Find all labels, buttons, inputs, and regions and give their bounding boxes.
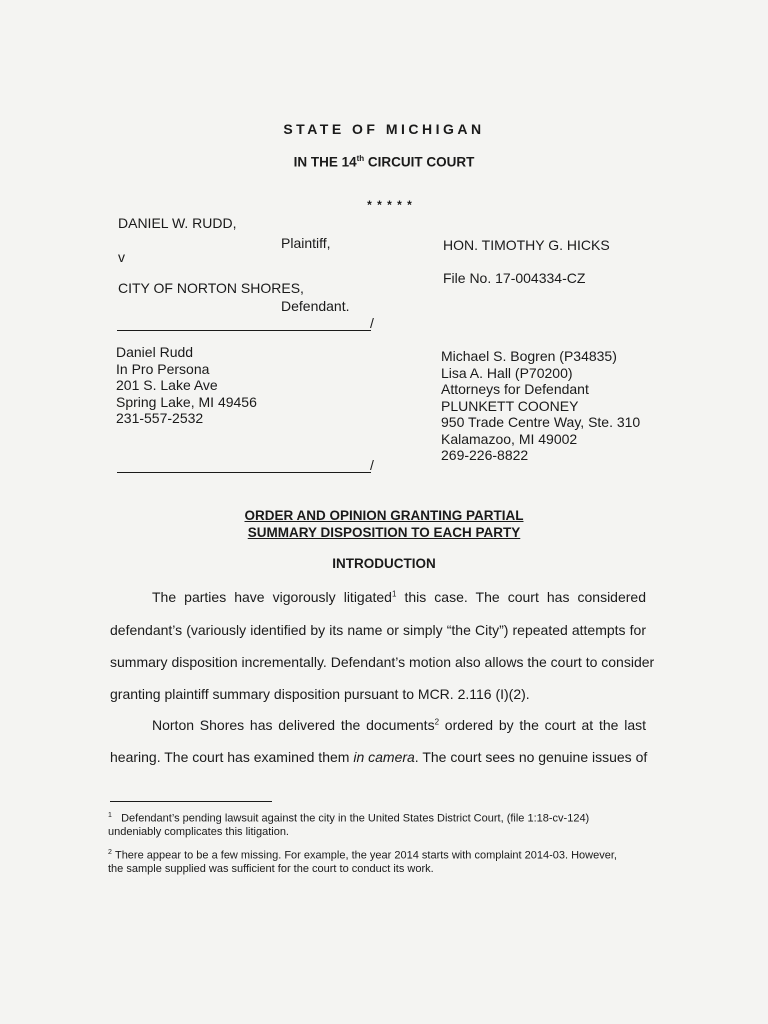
body-line: summary disposition incrementally. Defendant’s motion also allows the court to consider	[110, 654, 655, 670]
file-number: File No. 17-004334-CZ	[443, 270, 586, 286]
body-line: The parties have vigorously litigated$^1$ this case. The court has considered	[152, 589, 646, 605]
defendant-attorney-block: Michael S. Bogren (P34835) Lisa A. Hall (P70200) Attorneys for Defendant PLUNKETT COONEY 950 Trade Centre Way, Ste. 310 Kalamazoo, MI 49002 269-226-8822	[441, 348, 641, 463]
footnote-1: $^1$ Defendant’s pending lawsuit against the city in the United States District Court, (file 1:18-cv-124) undeniably complicates this litigation.	[108, 812, 590, 838]
body-line: Norton Shores has delivered the documents$^2$ ordered by the court at the last	[152, 717, 646, 733]
body-line: defendant’s (variously identified by its name or simply “the City”) repeated attempts for	[110, 622, 646, 638]
caption-slash-1: /	[370, 315, 374, 331]
separator-stars: * * * * *	[367, 198, 413, 212]
defendant-role: Defendant.	[281, 298, 350, 314]
footnote-ref-1: 1	[391, 589, 397, 599]
court-name-heading: IN THE 14th CIRCUIT COURT	[293, 154, 475, 170]
caption-rule-1	[117, 330, 371, 331]
caption-rule-2	[117, 472, 371, 473]
body-line: hearing. The court has examined them in camera. The court sees no genuine issues of	[110, 749, 648, 765]
plaintiff-name: DANIEL W. RUDD,	[118, 215, 237, 231]
plaintiff-address-block: Daniel Rudd In Pro Persona 201 S. Lake Ave Spring Lake, MI 49456 231-557-2532	[116, 344, 257, 426]
court-state-heading: STATE OF MICHIGAN	[283, 121, 485, 137]
document-title-line-2: SUMMARY DISPOSITION TO EACH PARTY	[247, 525, 521, 540]
footnote-ref-2: 2	[434, 717, 440, 727]
judge-name: HON. TIMOTHY G. HICKS	[443, 237, 610, 253]
body-line: granting plaintiff summary disposition pursuant to MCR. 2.116 (I)(2).	[110, 686, 530, 702]
plaintiff-role: Plaintiff,	[281, 235, 331, 251]
section-heading: INTRODUCTION	[332, 556, 436, 571]
document-title-line-1: ORDER AND OPINION GRANTING PARTIAL	[244, 508, 524, 523]
footnote-separator	[110, 801, 272, 802]
versus: v	[118, 249, 125, 265]
defendant-name: CITY OF NORTON SHORES,	[118, 280, 304, 296]
caption-slash-2: /	[370, 457, 374, 473]
footnote-2: $^2$ There appear to be a few missing. For example, the year 2014 starts with complaint 2014-03. However, the sample supplied was sufficient for the court to conduct its work.	[108, 849, 617, 875]
emphasis-in-camera: in camera	[353, 749, 415, 765]
